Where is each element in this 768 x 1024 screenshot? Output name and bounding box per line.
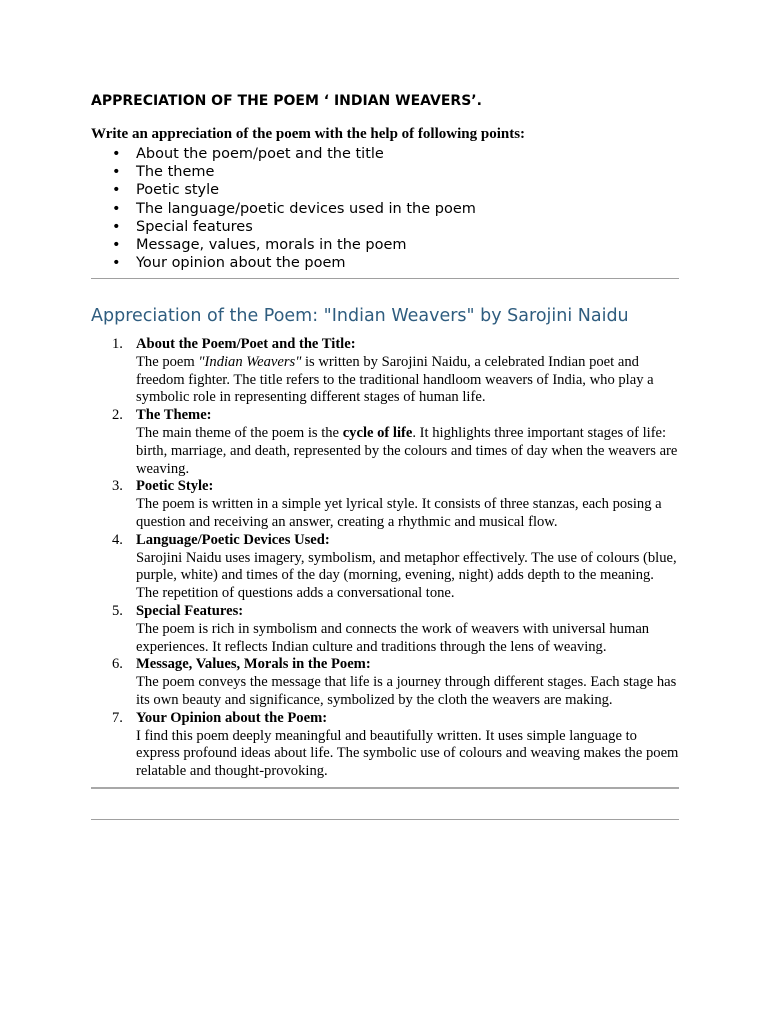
- guideline-points-list: [91, 145, 476, 272]
- guideline-point: • Poetic style: [91, 181, 476, 199]
- item-heading: Special Features:: [136, 602, 244, 619]
- guideline-point: • Special features: [91, 218, 476, 236]
- poem-title-emphasis: "Indian Weavers": [198, 353, 302, 370]
- instruction-text: Write an appreciation of the poem with the help of following points:: [91, 126, 526, 142]
- guideline-point: • Your opinion about the poem: [91, 254, 476, 272]
- item-heading: Your Opinion about the Poem:: [136, 709, 328, 726]
- horizontal-divider: [91, 278, 679, 279]
- item-body: [136, 354, 679, 407]
- horizontal-divider: [91, 819, 679, 820]
- appreciation-item: [91, 407, 679, 478]
- item-heading: Language/Poetic Devices Used:: [136, 531, 330, 548]
- item-number: 3.: [112, 478, 123, 495]
- appreciation-heading: Appreciation of the Poem: "Indian Weavers" by Sarojini Naidu: [91, 306, 629, 326]
- guideline-point: • Message, values, morals in the poem: [91, 236, 476, 254]
- item-heading: The Theme:: [136, 407, 212, 424]
- item-number: 1.: [112, 336, 123, 352]
- appreciation-item: [91, 478, 679, 531]
- horizontal-divider: [91, 787, 679, 789]
- page-title: APPRECIATION OF THE POEM ‘ INDIAN WEAVERS’.: [91, 93, 482, 109]
- item-number: 5.: [112, 602, 123, 619]
- guideline-point: • The theme: [91, 163, 476, 181]
- item-heading: Poetic Style:: [136, 478, 214, 495]
- item-heading: Message, Values, Morals in the Poem:: [136, 656, 371, 673]
- theme-emphasis: cycle of life: [342, 424, 413, 441]
- item-body: I find this poem deeply meaningful and beautifully written. It uses simple language to express profound ideas about life. The symbolic use of colours and weaving makes the poem relatable and thought-provoking.: [136, 727, 679, 780]
- appreciation-list: [91, 336, 679, 781]
- appreciation-item: [91, 532, 679, 603]
- appreciation-item: [91, 656, 679, 709]
- body-text: . It highlights three important stages of life: birth, marriage, and death, represented by the colours and times of day when the weavers are weaving.: [136, 424, 678, 477]
- item-body: Sarojini Naidu uses imagery, symbolism, and metaphor effectively. The use of colours (blue, purple, white) and times of the day (morning, evening, night) adds depth to the meaning. The repetition of questions adds a conversational tone.: [136, 549, 677, 602]
- body-text: The main theme of the poem is the: [136, 424, 343, 441]
- item-number: 7.: [112, 709, 123, 726]
- item-heading: About the Poem/Poet and the Title:: [136, 336, 356, 352]
- item-body: [136, 425, 679, 478]
- item-body: The poem conveys the message that life is a journey through different stages. Each stage has its own beauty and significance, symbolized by the cloth the weavers are making.: [136, 674, 677, 708]
- item-number: 2.: [112, 407, 123, 424]
- appreciation-item: [91, 336, 679, 407]
- item-number: 6.: [112, 656, 123, 673]
- guideline-point: • The language/poetic devices used in the poem: [91, 200, 476, 218]
- body-text: The poem: [136, 353, 199, 370]
- item-body: The poem is rich in symbolism and connects the work of weavers with universal human experiences. It reflects Indian culture and traditions through the lens of weaving.: [136, 620, 650, 655]
- body-text: is written by Sarojini Naidu, a celebrated Indian poet and freedom fighter. The title refers to the traditional handloom weavers of India, who play a symbolic role in representing different stages of human life.: [136, 353, 654, 406]
- item-body: The poem is written in a simple yet lyrical style. It consists of three stanzas, each posing a question and receiving an answer, creating a rhythmic and musical flow.: [136, 496, 662, 530]
- appreciation-item: [91, 710, 679, 781]
- appreciation-item: [91, 603, 679, 656]
- item-number: 4.: [112, 531, 123, 548]
- guideline-point: • About the poem/poet and the title: [91, 145, 476, 163]
